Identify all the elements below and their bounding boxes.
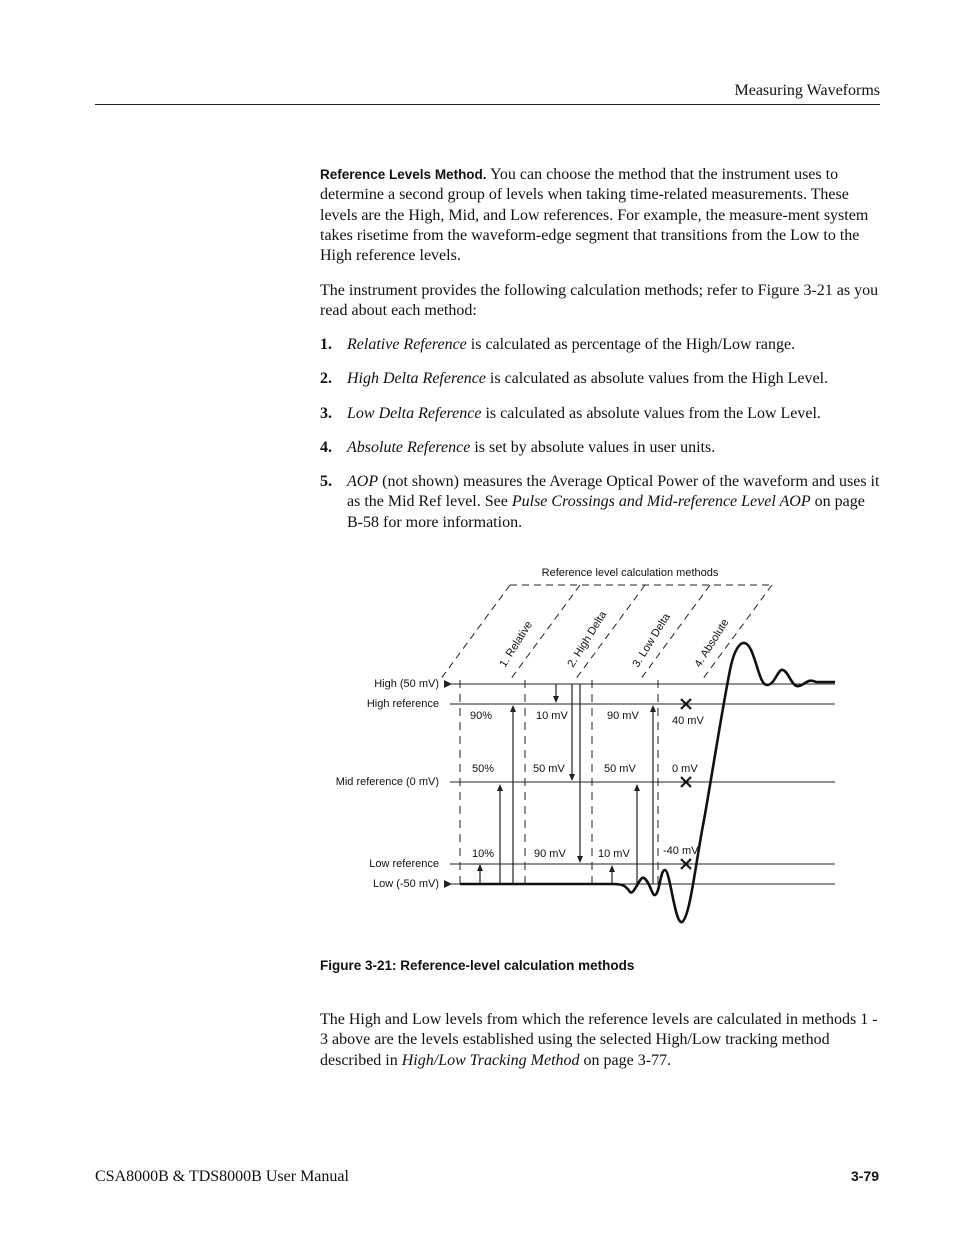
provides-paragraph <box>320 281 880 322</box>
column-label-absolute: 4. Absolute <box>692 617 732 670</box>
item-number: 3. <box>320 405 332 422</box>
low-delta-arrowheads <box>609 705 656 872</box>
absolute-value-high: 40 mV <box>672 715 704 727</box>
list-item <box>320 404 880 424</box>
intro-text: You can choose the method that the instrument uses to determine a second group of levels when taking time-related measurements. These levels are the High, Mid, and Low references. For example, the measure-ment system takes risetime from the waveform-edge segment that transitions from the Low to the High reference levels. <box>320 166 869 265</box>
item-text: is calculated as percentage of the High/Low range. <box>466 336 796 353</box>
section-title: Measuring Waveforms <box>734 82 880 99</box>
page-number: 3-79 <box>850 1168 879 1184</box>
label-arrows <box>444 680 452 888</box>
item-cross-reference: Pulse Crossings and Mid-reference Level AOP <box>511 493 811 511</box>
closing-text: The High and Low levels from which the reference levels are calculated in methods 1 - 3 above are the levels established using the selected High/Low tracking method described in <box>320 1011 878 1069</box>
item-number: 2. <box>320 370 332 387</box>
item-text: is set by absolute values in user units. <box>470 439 716 456</box>
relative-value-mid: 50% <box>472 763 495 775</box>
relative-value-high: 90% <box>470 710 493 722</box>
reference-level-figure <box>330 560 840 940</box>
figure-diagram <box>330 560 840 940</box>
footer-manual-title: CSA8000B & TDS8000B User Manual <box>95 1168 349 1185</box>
list-item <box>320 472 880 533</box>
figure-caption: Figure 3-21: Reference-level calculation methods <box>320 958 635 973</box>
item-text: (not shown) measures the Average Optical Power of the waveform and uses it as the Mid Ref level. See <box>347 473 880 511</box>
intro-lead: Reference Levels Method. <box>320 167 487 182</box>
list-item <box>320 369 880 389</box>
label-low-reference: Low reference <box>369 858 439 870</box>
low-delta-value-low: 10 mV <box>598 848 630 860</box>
item-number: 5. <box>320 473 332 490</box>
label-low: Low (-50 mV) <box>372 878 439 890</box>
intro-paragraph <box>320 165 880 266</box>
item-text: is calculated as absolute values from the High Level. <box>485 370 829 387</box>
item-tail: on page B-58 for more information. <box>347 493 865 531</box>
relative-value-low: 10% <box>472 848 495 860</box>
label-mid-reference: Mid reference (0 mV) <box>335 776 439 788</box>
item-term: Low Delta Reference <box>347 405 482 422</box>
column-label-low-delta: 3. Low Delta <box>630 611 673 670</box>
item-term: High Delta Reference <box>347 370 486 387</box>
absolute-value-mid: 0 mV <box>672 763 698 775</box>
waveform-trace <box>460 643 835 922</box>
absolute-value-low: -40 mV <box>663 845 699 857</box>
item-number: 1. <box>320 336 332 353</box>
column-label-high-delta: 2. High Delta <box>565 609 610 670</box>
closing-cross-reference: High/Low Tracking Method <box>401 1051 580 1069</box>
item-term: AOP <box>347 473 379 490</box>
label-high: High (50 mV) <box>374 678 439 690</box>
label-high-reference: High reference <box>366 698 439 710</box>
high-delta-value-high: 10 mV <box>536 710 568 722</box>
page-header <box>95 82 880 105</box>
closing-paragraph <box>320 1010 880 1071</box>
item-term: Absolute Reference <box>347 439 471 456</box>
item-number: 4. <box>320 439 332 456</box>
column-label-relative: 1. Relative <box>497 619 536 670</box>
provides-text: The instrument provides the following calculation methods; refer to Figure 3-21 as you read about each method: <box>320 282 879 320</box>
high-delta-value-mid: 50 mV <box>533 763 565 775</box>
item-text: is calculated as absolute values from the Low Level. <box>481 405 821 422</box>
level-lines <box>445 684 835 884</box>
closing-tail: on page 3-77. <box>579 1051 672 1069</box>
list-item <box>320 335 880 355</box>
low-delta-value-high: 90 mV <box>607 710 639 722</box>
high-delta-value-low: 90 mV <box>534 848 566 860</box>
figure-title: Reference level calculation methods <box>541 567 719 579</box>
low-delta-value-mid: 50 mV <box>604 763 636 775</box>
relative-arrowheads <box>477 705 516 871</box>
item-term: Relative Reference <box>347 336 467 353</box>
list-item <box>320 438 880 458</box>
